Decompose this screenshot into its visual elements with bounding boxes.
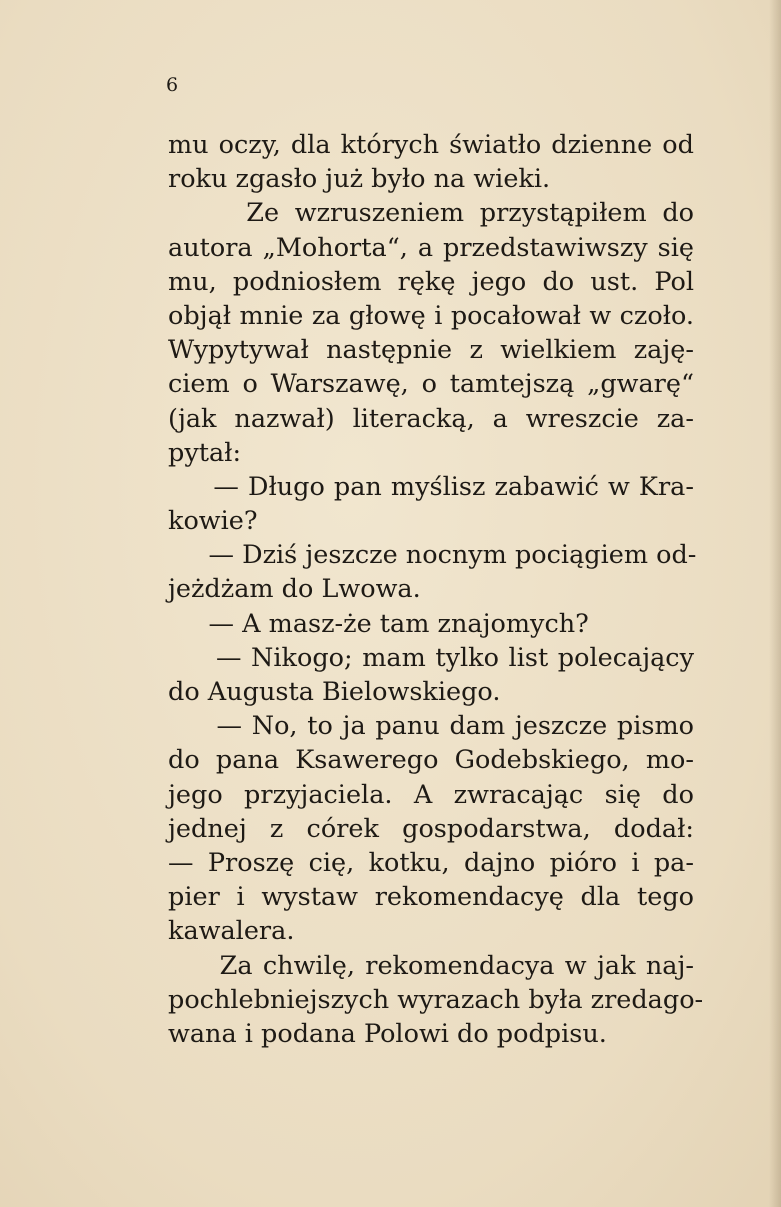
text-line: ciem o Warszawę, o tamtejszą „gwarę“ — [168, 369, 694, 400]
body-text — [168, 128, 704, 1051]
text-line: wana i podana Polowi do podpisu. — [168, 1018, 607, 1049]
text-line: — Nikogo; mam tylko list polecający — [168, 642, 694, 673]
text-line: jeżdżam do Lwowa. — [168, 574, 421, 605]
text-line: kawalera. — [168, 916, 295, 947]
page-number: 6 — [166, 74, 179, 96]
text-line: Ze wzruszeniem przystąpiłem do — [168, 198, 694, 229]
page-edge-shadow — [769, 0, 781, 1207]
text-line: pytał: — [168, 437, 242, 468]
text-line: — Dziś jeszcze nocnym pociągiem od- — [168, 540, 697, 571]
text-line: (jak nazwał) literacką, a wreszcie za- — [168, 403, 694, 434]
text-line: do pana Ksawerego Godebskiego, mo- — [168, 745, 694, 776]
text-line: autora „Mohorta“, a przedstawiwszy się — [168, 232, 694, 263]
text-line: — Długo pan myślisz zabawić w Kra- — [168, 471, 694, 502]
text-line: mu, podniosłem rękę jego do ust. Pol — [168, 266, 694, 297]
text-line: do Augusta Bielowskiego. — [168, 677, 501, 707]
text-line: objął mnie za głowę i pocałował w czoło. — [168, 300, 694, 331]
text-line: Wypytywał następnie z wielkiem zaję- — [168, 335, 694, 366]
text-line: Za chwilę, rekomendacya w jak naj- — [168, 950, 694, 981]
text-line: — A masz-że tam znajomych? — [168, 608, 589, 639]
text-line: jednej z córek gospodarstwa, dodał: — [168, 813, 694, 844]
text-line: roku zgasło już było na wieki. — [168, 164, 551, 195]
text-line: pochlebniejszych wyrazach była zredago- — [168, 984, 704, 1015]
text-line: jego przyjaciela. A zwracając się do — [168, 779, 694, 810]
text-line: pier i wystaw rekomendacyę dla tego — [168, 882, 694, 913]
text-line: — No, to ja panu dam jeszcze pismo — [168, 711, 694, 742]
text-line: mu oczy, dla których światło dzienne od — [168, 130, 694, 160]
text-line: — Proszę cię, kotku, dajno pióro i pa- — [168, 847, 694, 878]
text-line: kowie? — [168, 506, 258, 537]
